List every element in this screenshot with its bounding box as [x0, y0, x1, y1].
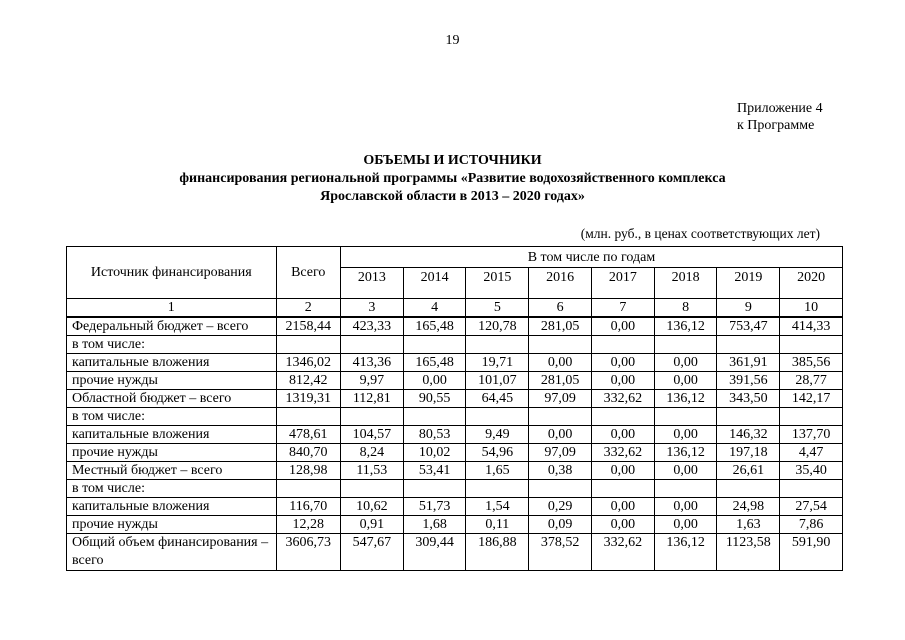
- value-cell: 385,56: [780, 354, 843, 372]
- row-label: в том числе:: [67, 480, 277, 498]
- value-cell: 7,86: [780, 516, 843, 534]
- value-cell: 186,88: [466, 534, 529, 571]
- value-cell: 478,61: [276, 426, 340, 444]
- value-cell: 1,54: [466, 498, 529, 516]
- value-cell: 136,12: [654, 444, 717, 462]
- value-cell: 24,98: [717, 498, 780, 516]
- value-cell: 309,44: [403, 534, 466, 571]
- value-cell: 414,33: [780, 317, 843, 336]
- col-header-year: 2019: [717, 268, 780, 299]
- value-cell: [717, 336, 780, 354]
- col-header-year: 2018: [654, 268, 717, 299]
- value-cell: 10,02: [403, 444, 466, 462]
- row-label: капитальные вложения: [67, 426, 277, 444]
- value-cell: 112,81: [340, 390, 403, 408]
- value-cell: 101,07: [466, 372, 529, 390]
- value-cell: 19,71: [466, 354, 529, 372]
- value-cell: 0,11: [466, 516, 529, 534]
- value-cell: [276, 336, 340, 354]
- value-cell: 0,00: [591, 426, 654, 444]
- col-number: 8: [654, 299, 717, 318]
- value-cell: 51,73: [403, 498, 466, 516]
- value-cell: 90,55: [403, 390, 466, 408]
- value-cell: 116,70: [276, 498, 340, 516]
- value-cell: 332,62: [591, 534, 654, 571]
- table-row: [67, 390, 843, 408]
- value-cell: 27,54: [780, 498, 843, 516]
- value-cell: [654, 480, 717, 498]
- value-cell: [403, 336, 466, 354]
- page-number: 19: [445, 33, 460, 48]
- value-cell: 35,40: [780, 462, 843, 480]
- value-cell: 0,00: [591, 372, 654, 390]
- title-line-1: ОБЪЕМЫ И ИСТОЧНИКИ: [363, 153, 542, 168]
- value-cell: 54,96: [466, 444, 529, 462]
- value-cell: 361,91: [717, 354, 780, 372]
- value-cell: 423,33: [340, 317, 403, 336]
- row-label: капитальные вложения: [67, 498, 277, 516]
- value-cell: 1346,02: [276, 354, 340, 372]
- value-cell: [466, 336, 529, 354]
- value-cell: 142,17: [780, 390, 843, 408]
- value-cell: [529, 408, 592, 426]
- table-row: [67, 498, 843, 516]
- row-label: капитальные вложения: [67, 354, 277, 372]
- annex-line-1: Приложение 4: [737, 101, 823, 116]
- value-cell: 12,28: [276, 516, 340, 534]
- col-number: 1: [67, 299, 277, 318]
- col-header-total: Всего: [276, 247, 340, 299]
- value-cell: [780, 408, 843, 426]
- value-cell: 1123,58: [717, 534, 780, 571]
- value-cell: 413,36: [340, 354, 403, 372]
- col-number: 7: [591, 299, 654, 318]
- col-number: 10: [780, 299, 843, 318]
- value-cell: 547,67: [340, 534, 403, 571]
- value-cell: 137,70: [780, 426, 843, 444]
- col-number: 4: [403, 299, 466, 318]
- value-cell: 1,63: [717, 516, 780, 534]
- value-cell: 0,00: [403, 372, 466, 390]
- col-header-years-group: В том числе по годам: [340, 247, 842, 268]
- col-number: 3: [340, 299, 403, 318]
- value-cell: 343,50: [717, 390, 780, 408]
- col-header-year: 2015: [466, 268, 529, 299]
- col-number: 6: [529, 299, 592, 318]
- value-cell: 128,98: [276, 462, 340, 480]
- value-cell: 0,00: [654, 354, 717, 372]
- row-label: Федеральный бюджет – всего: [67, 317, 277, 336]
- value-cell: [340, 336, 403, 354]
- value-cell: [403, 408, 466, 426]
- value-cell: 332,62: [591, 444, 654, 462]
- value-cell: [529, 480, 592, 498]
- value-cell: 0,00: [529, 354, 592, 372]
- table-row: [67, 336, 843, 354]
- col-header-year: 2020: [780, 268, 843, 299]
- value-cell: 378,52: [529, 534, 592, 571]
- value-cell: 0,00: [654, 462, 717, 480]
- title-line-3: Ярославской области в 2013 – 2020 годах»: [320, 189, 585, 204]
- document-title: [0, 152, 905, 206]
- value-cell: 0,00: [591, 354, 654, 372]
- value-cell: 0,00: [529, 426, 592, 444]
- value-cell: 10,62: [340, 498, 403, 516]
- value-cell: [780, 336, 843, 354]
- value-cell: 11,53: [340, 462, 403, 480]
- value-cell: 0,00: [654, 498, 717, 516]
- col-header-source: Источник финансирования: [67, 247, 277, 299]
- value-cell: 80,53: [403, 426, 466, 444]
- value-cell: 753,47: [717, 317, 780, 336]
- col-header-year: 2013: [340, 268, 403, 299]
- value-cell: [529, 336, 592, 354]
- value-cell: [276, 480, 340, 498]
- value-cell: 0,29: [529, 498, 592, 516]
- value-cell: 28,77: [780, 372, 843, 390]
- value-cell: [591, 336, 654, 354]
- header-row-groups: [67, 247, 843, 268]
- col-number: 2: [276, 299, 340, 318]
- value-cell: [276, 408, 340, 426]
- value-cell: 281,05: [529, 372, 592, 390]
- title-line-2: финансирования региональной программы «Развитие водохозяйственного комплекса: [179, 171, 726, 186]
- table-row: [67, 354, 843, 372]
- value-cell: 391,56: [717, 372, 780, 390]
- value-cell: [591, 408, 654, 426]
- value-cell: 97,09: [529, 444, 592, 462]
- value-cell: 26,61: [717, 462, 780, 480]
- value-cell: [591, 480, 654, 498]
- value-cell: [717, 408, 780, 426]
- value-cell: 9,97: [340, 372, 403, 390]
- annex-line-2: к Программе: [737, 118, 815, 133]
- value-cell: 812,42: [276, 372, 340, 390]
- units-note: (млн. руб., в ценах соответствующих лет): [580, 226, 820, 241]
- row-label: в том числе:: [67, 336, 277, 354]
- row-label: прочие нужды: [67, 516, 277, 534]
- value-cell: 1,65: [466, 462, 529, 480]
- table-row: [67, 480, 843, 498]
- value-cell: [717, 480, 780, 498]
- col-number: 9: [717, 299, 780, 318]
- value-cell: 591,90: [780, 534, 843, 571]
- value-cell: 0,00: [591, 317, 654, 336]
- row-label: прочие нужды: [67, 444, 277, 462]
- value-cell: 1,68: [403, 516, 466, 534]
- value-cell: [466, 408, 529, 426]
- value-cell: 332,62: [591, 390, 654, 408]
- value-cell: [340, 408, 403, 426]
- annex-block: [737, 100, 823, 134]
- value-cell: [654, 408, 717, 426]
- table-row: [67, 516, 843, 534]
- value-cell: 120,78: [466, 317, 529, 336]
- value-cell: 0,00: [654, 516, 717, 534]
- value-cell: 9,49: [466, 426, 529, 444]
- value-cell: [403, 480, 466, 498]
- value-cell: 0,00: [591, 498, 654, 516]
- value-cell: 197,18: [717, 444, 780, 462]
- value-cell: 165,48: [403, 317, 466, 336]
- value-cell: 0,00: [591, 462, 654, 480]
- col-header-year: 2014: [403, 268, 466, 299]
- value-cell: 136,12: [654, 534, 717, 571]
- value-cell: [780, 480, 843, 498]
- value-cell: 136,12: [654, 317, 717, 336]
- value-cell: 53,41: [403, 462, 466, 480]
- value-cell: 4,47: [780, 444, 843, 462]
- value-cell: 3606,73: [276, 534, 340, 571]
- value-cell: 136,12: [654, 390, 717, 408]
- col-header-year: 2016: [529, 268, 592, 299]
- value-cell: 2158,44: [276, 317, 340, 336]
- value-cell: 281,05: [529, 317, 592, 336]
- table-row: [67, 372, 843, 390]
- table-row: [67, 462, 843, 480]
- value-cell: 8,24: [340, 444, 403, 462]
- value-cell: 0,09: [529, 516, 592, 534]
- col-header-year: 2017: [591, 268, 654, 299]
- header-row-numbers: [67, 299, 843, 318]
- value-cell: 165,48: [403, 354, 466, 372]
- value-cell: 104,57: [340, 426, 403, 444]
- row-label: Местный бюджет – всего: [67, 462, 277, 480]
- table-row: [67, 426, 843, 444]
- value-cell: 840,70: [276, 444, 340, 462]
- row-label: в том числе:: [67, 408, 277, 426]
- value-cell: [654, 336, 717, 354]
- value-cell: 146,32: [717, 426, 780, 444]
- value-cell: 0,00: [654, 426, 717, 444]
- value-cell: 0,91: [340, 516, 403, 534]
- value-cell: 0,00: [591, 516, 654, 534]
- value-cell: 64,45: [466, 390, 529, 408]
- value-cell: 0,38: [529, 462, 592, 480]
- row-label: Областной бюджет – всего: [67, 390, 277, 408]
- value-cell: 1319,31: [276, 390, 340, 408]
- row-label: прочие нужды: [67, 372, 277, 390]
- table-row: [67, 408, 843, 426]
- value-cell: [340, 480, 403, 498]
- value-cell: 97,09: [529, 390, 592, 408]
- value-cell: [466, 480, 529, 498]
- row-label: Общий объем финансирования – всего: [67, 534, 277, 571]
- col-number: 5: [466, 299, 529, 318]
- table-row: [67, 317, 843, 336]
- table-row: [67, 444, 843, 462]
- financing-table: [66, 246, 843, 571]
- value-cell: 0,00: [654, 372, 717, 390]
- table-row: [67, 534, 843, 571]
